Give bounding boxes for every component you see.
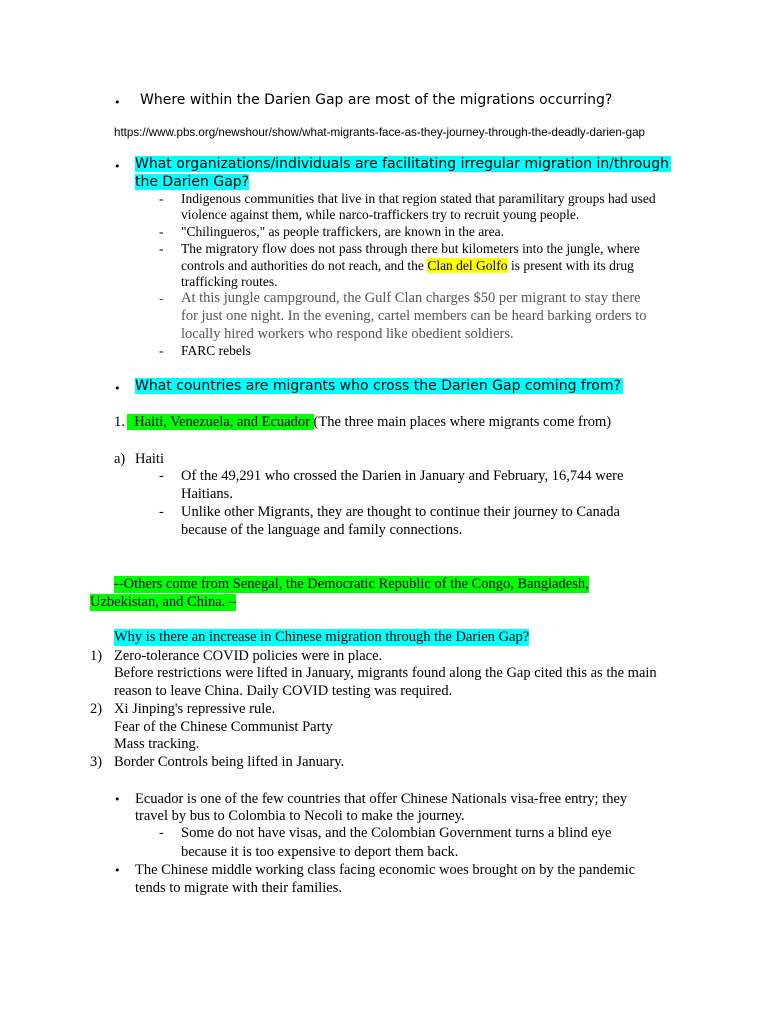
list-number: 1. <box>114 414 125 430</box>
dash-marker: - <box>159 191 164 206</box>
list-letter: a) <box>114 451 126 467</box>
dash-marker: - <box>159 343 164 358</box>
reason-number: 3) <box>90 754 103 770</box>
org-item-3-line1: The migratory flow does not pass through there but kilometers into the jungle, where <box>181 241 640 256</box>
question-organizations-line1: What organizations/individuals are facilitating irregular migration in/through <box>135 156 670 172</box>
other-countries-line2: Uzbekistan, and China. – <box>90 594 237 610</box>
reason-2-line3: Mass tracking. <box>114 736 200 752</box>
haiti-item-2-line1: Unlike other Migrants, they are thought to continue their journey to Canada <box>181 504 620 520</box>
dash-marker: - <box>159 468 164 484</box>
reason-1-line1: Zero-tolerance COVID policies were in place. <box>114 648 383 664</box>
ecuador-line1: Ecuador is one of the few countries that offer Chinese Nationals visa-free entry; they <box>135 791 628 807</box>
bullet-marker: • <box>114 793 121 806</box>
haiti-heading: Haiti <box>135 451 164 467</box>
question-where: Where within the Darien Gap are most of the migrations occurring? <box>140 92 613 108</box>
bullet-marker: • <box>114 160 121 173</box>
ecuador-line2: travel by bus to Colombia to Necoli to make the journey. <box>135 808 465 824</box>
bullet-marker: • <box>114 864 121 877</box>
visa-line2: because it is too expensive to deport them back. <box>181 844 459 860</box>
org-item-4-line3: locally hired workers who respond like obedient soldiers. <box>181 326 514 342</box>
haiti-item-2-line2: because of the language and family connections. <box>181 522 463 538</box>
haiti-item-1-line1: Of the 49,291 who crossed the Darien in January and February, 16,744 were <box>181 468 624 484</box>
dash-marker: - <box>159 241 164 256</box>
dash-marker: - <box>159 291 164 307</box>
main-countries-line <box>127 414 611 431</box>
reason-3-line1: Border Controls being lifted in January. <box>114 754 345 770</box>
main-countries-highlight: Haiti, Venezuela, and Ecuador <box>127 414 314 430</box>
source-url[interactable]: https://www.pbs.org/newshour/show/what-migrants-face-as-they-journey-through-the-deadly-darien-gap <box>114 126 645 139</box>
org-item-4-line2: for just one night. In the evening, cartel members can be heard barking orders to <box>181 308 647 324</box>
clan-del-golfo-highlight: Clan del Golfo <box>427 258 508 273</box>
reason-2-line1: Xi Jinping's repressive rule. <box>114 701 276 717</box>
org-item-2: "Chilingueros," as people traffickers, are known in the area. <box>181 224 505 239</box>
org-item-4-line1: At this jungle campground, the Gulf Clan charges $50 per migrant to stay there <box>181 290 641 306</box>
haiti-item-1-line2: Haitians. <box>181 486 233 502</box>
org-item-5: FARC rebels <box>181 343 251 358</box>
org-item-3-line2 <box>181 258 634 274</box>
reason-2-line2: Fear of the Chinese Communist Party <box>114 719 333 735</box>
bullet-marker: • <box>114 382 121 395</box>
dash-marker: - <box>159 504 164 520</box>
reason-number: 2) <box>90 701 103 717</box>
other-countries-line1: --Others come from Senegal, the Democratic Republic of the Congo, Bangladesh, <box>114 576 589 592</box>
middle-class-line1: The Chinese middle working class facing economic woes brought on by the pandemic <box>135 862 636 878</box>
org-item-3-pre: controls and authorities do not reach, and the <box>181 258 428 273</box>
question-countries: What countries are migrants who cross the Darien Gap coming from? <box>135 378 621 394</box>
reason-1-line2: Before restrictions were lifted in January, migrants found along the Gap cited this as the main <box>114 665 657 681</box>
dash-marker: - <box>159 825 164 841</box>
middle-class-line2: tends to migrate with their families. <box>135 880 342 896</box>
main-countries-note: (The three main places where migrants come from) <box>313 414 612 430</box>
question-organizations-line2: the Darien Gap? <box>135 174 250 190</box>
reason-number: 1) <box>90 648 103 664</box>
reason-1-line3: reason to leave China. Daily COVID testing was required. <box>114 683 453 699</box>
chinese-migration-heading: Why is there an increase in Chinese migration through the Darien Gap? <box>114 629 530 645</box>
bullet-marker: • <box>114 96 121 109</box>
visa-line1: Some do not have visas, and the Colombian Government turns a blind eye <box>181 825 612 841</box>
org-item-1-line2: violence against them, while narco-traffickers try to recruit young people. <box>181 207 580 222</box>
dash-marker: - <box>159 224 164 239</box>
org-item-3-line3: trafficking routes. <box>181 274 278 289</box>
org-item-3-post: is present with its drug <box>507 258 634 273</box>
org-item-1-line1: Indigenous communities that live in that region stated that paramilitary groups had used <box>181 191 656 206</box>
